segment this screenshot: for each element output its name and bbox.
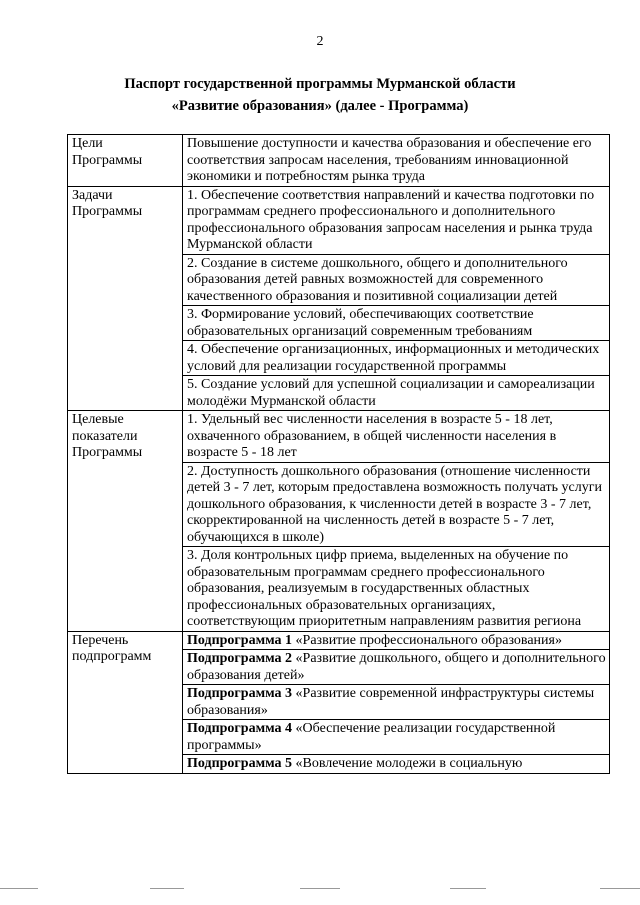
- scan-mark: [600, 888, 640, 889]
- task-item-3: 3. Формирование условий, обеспечивающих соответствие образовательных организаций современным требованиям: [183, 306, 610, 341]
- scan-mark: [300, 888, 340, 889]
- subprogram-name: Подпрограмма 5: [187, 756, 293, 771]
- subprogram-title: «Развитие дошкольного, общего и дополнительного образования детей»: [187, 651, 606, 683]
- subprogram-name: Подпрограмма 1: [187, 632, 293, 648]
- label-line: Задачи: [72, 187, 113, 203]
- subprogram-item-4: [183, 720, 610, 755]
- subprogram-item-5: [183, 755, 610, 774]
- title-line-1: Паспорт государственной программы Мурманской области: [124, 76, 516, 92]
- subprogram-name: Подпрограмма 3: [187, 686, 293, 701]
- row-label-tasks: [68, 186, 183, 411]
- subprogram-item-3: [183, 685, 610, 720]
- task-item-5: 5. Создание условий для успешной социализации и самореализации молодёжи Мурманской области: [183, 376, 610, 411]
- label-line: Программы: [72, 445, 143, 460]
- table-row-goals: [68, 135, 610, 187]
- label-line: подпрограмм: [72, 649, 152, 664]
- row-label-subprograms: [68, 631, 183, 773]
- subprogram-name: Подпрограмма 4: [187, 721, 293, 736]
- row-label-indicators: [68, 411, 183, 632]
- subprogram-item-2: [183, 650, 610, 685]
- indicator-item-2: 2. Доступность дошкольного образования (отношение численности детей 3 - 7 лет, которым предоставлена возможность получать услуги дошкольного образования, к численности детей в возрасте 3 - 7 лет, скорректированной на численность детей в возрасте 5 - 7 лет, обучающихся в школе): [183, 462, 610, 547]
- subprogram-title: «Вовлечение молодежи в социальную: [292, 756, 523, 771]
- subprogram-name: Подпрограмма 2: [187, 651, 293, 666]
- table-row-subprograms: [68, 631, 610, 650]
- row-label-goals: [68, 135, 183, 187]
- subprogram-title: «Обеспечение реализации государственной программы»: [187, 721, 556, 753]
- scan-mark: [450, 888, 486, 889]
- scan-mark: [150, 888, 184, 889]
- title-line-2: «Развитие образования» (далее - Программа): [171, 98, 469, 114]
- document-title: [0, 73, 640, 117]
- task-item-4: 4. Обеспечение организационных, информационных и методических условий для реализации государственной программы: [183, 341, 610, 376]
- task-item-1: 1. Обеспечение соответствия направлений и качества подготовки по программам среднего профессионального и дополнительного профессионального образования запросам населения и рынка труда Мурманской области: [183, 186, 610, 254]
- indicator-item-3: 3. Доля контрольных цифр приема, выделенных на обучение по образовательным программам среднего профессионального образования, реализуемым в государственных областных профессиональных образовательных организациях, соответствующим приоритетным направлениям развития региона: [183, 547, 610, 632]
- label-line: показатели: [72, 428, 138, 444]
- subprogram-item-1: [183, 631, 610, 650]
- subprogram-title: «Развитие современной инфраструктуры системы образования»: [187, 686, 595, 718]
- page-number: 2: [316, 34, 324, 49]
- indicator-item-1: 1. Удельный вес численности населения в возрасте 5 - 18 лет, охваченного образованием, в общей численности населения в возрасте 5 - 18 лет: [183, 411, 610, 463]
- goal-text: Повышение доступности и качества образования и обеспечение его соответствия запросам населения, требованиям инновационной экономики и потребностям рынка труда: [183, 135, 610, 187]
- table-row-indicators: [68, 411, 610, 463]
- scan-mark: [0, 888, 38, 889]
- table-row-tasks: [68, 186, 610, 254]
- label-line: Программы: [72, 204, 143, 219]
- passport-table: [67, 134, 610, 774]
- label-line: Целевые: [72, 412, 124, 427]
- scan-edge-marks: [0, 888, 640, 892]
- label-line: Перечень: [72, 632, 129, 648]
- label-line: Цели: [72, 136, 103, 151]
- task-item-2: 2. Создание в системе дошкольного, общего и дополнительного образования детей равных возможностей для современного качественного образования и позитивной социализации детей: [183, 254, 610, 306]
- subprogram-title: «Развитие профессионального образования»: [292, 632, 562, 648]
- label-line: Программы: [72, 152, 143, 168]
